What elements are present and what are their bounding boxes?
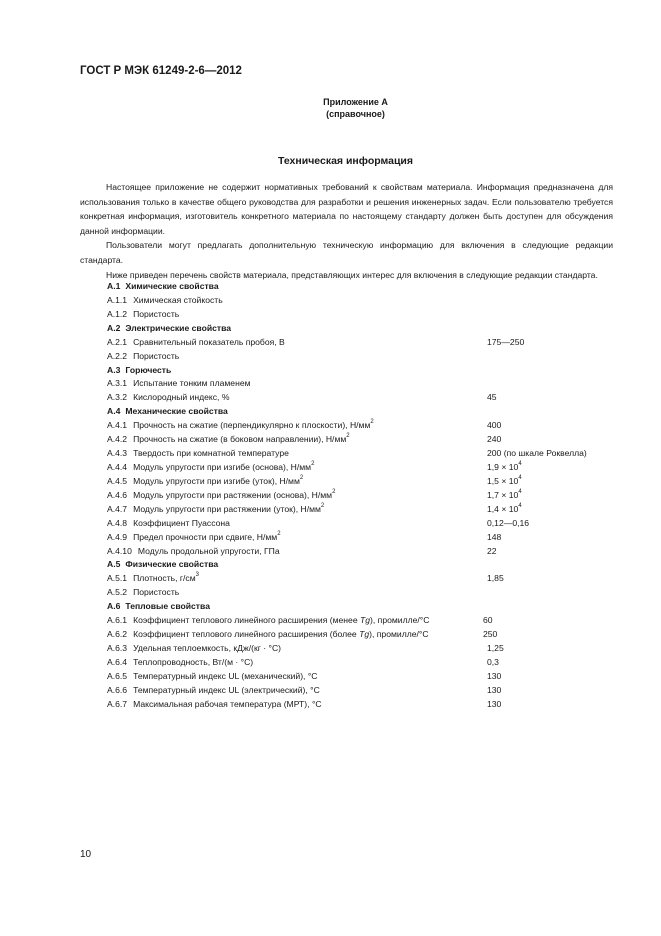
- item-number: А.4.1: [107, 420, 128, 431]
- item-number: А.4.7: [107, 503, 128, 514]
- item-label: [133, 490, 335, 500]
- item-number: А.5.2: [107, 587, 128, 598]
- item-label: [133, 629, 428, 639]
- item-label: [133, 392, 229, 402]
- item-number: А.4: [107, 406, 121, 417]
- label-text: ), промилле/°C: [369, 629, 429, 640]
- property-row: [107, 447, 627, 461]
- value-text: 130: [487, 684, 502, 695]
- section-heading: [107, 558, 627, 572]
- item-number: А.6.7: [107, 698, 128, 709]
- property-row: [107, 586, 627, 600]
- item-value: [487, 391, 497, 405]
- value-exponent: 4: [518, 460, 522, 467]
- item-label: [133, 434, 350, 444]
- label-text: Плотность, г/см: [133, 573, 196, 584]
- item-label: [133, 587, 179, 597]
- label-text: Предел прочности при сдвиге, Н/мм: [133, 531, 278, 542]
- value-exponent: 4: [518, 474, 522, 481]
- item-value: [487, 489, 522, 503]
- item-number: А.6.3: [107, 642, 128, 653]
- unit-exponent: 2: [277, 530, 281, 537]
- item-label: [138, 546, 280, 556]
- unit-exponent: 2: [332, 488, 336, 495]
- item-number: А.1.1: [107, 294, 128, 305]
- unit-exponent: 2: [311, 460, 315, 467]
- label-text: Твердость при комнатной температуре: [133, 448, 289, 459]
- item-label: [133, 685, 320, 695]
- property-row: [107, 419, 627, 433]
- value-text: 22: [487, 545, 497, 556]
- label-text: Электрические свойства: [125, 322, 232, 333]
- item-number: А.6.5: [107, 670, 128, 681]
- property-row: [107, 517, 627, 531]
- property-row: [107, 642, 627, 656]
- label-text: Модуль упругости при изгибе (уток), Н/мм: [133, 475, 300, 486]
- property-row: [107, 684, 627, 698]
- label-text: Модуль упругости при растяжении (уток), Н/мм: [133, 503, 321, 514]
- item-label: [133, 657, 253, 667]
- label-text: Тепловые свойства: [125, 601, 210, 612]
- label-italic: Tg: [359, 629, 370, 640]
- property-row: [107, 545, 627, 559]
- value-text: 60: [483, 615, 493, 626]
- paragraph: Ниже приведен перечень свойств материала, представляющих интерес для включения в следующие редакции стандарта.: [106, 269, 598, 280]
- value-text: 0,12—0,16: [487, 517, 530, 528]
- label-text: Химическая стойкость: [133, 294, 223, 305]
- section-heading: [107, 405, 627, 419]
- section-heading: [107, 322, 627, 336]
- value-text: 1,25: [487, 642, 504, 653]
- item-value: [487, 545, 497, 559]
- item-value: [487, 461, 522, 475]
- item-number: А.3: [107, 364, 121, 375]
- value-text: 240: [487, 434, 502, 445]
- label-text: Пористость: [133, 350, 180, 361]
- label-text: Максимальная рабочая температура (МРТ), °C: [133, 698, 322, 709]
- label-text: Модуль упругости при растяжении (основа), Н/мм: [133, 489, 333, 500]
- item-label: [133, 504, 324, 514]
- page-number: 10: [80, 849, 92, 860]
- item-number: А.1.2: [107, 308, 128, 319]
- label-text: Физические свойства: [125, 559, 219, 570]
- item-number: А.5.1: [107, 573, 128, 584]
- label-text: Температурный индекс UL (электрический), °C: [133, 684, 320, 695]
- label-text: Горючесть: [125, 364, 172, 375]
- item-label: [133, 378, 250, 388]
- item-number: А.1: [107, 281, 121, 291]
- label-text: Модуль продольной упругости, ГПа: [137, 545, 280, 556]
- property-row: [107, 308, 627, 322]
- property-row: [107, 475, 627, 489]
- property-row: [107, 531, 627, 545]
- item-number: А.3.1: [107, 378, 128, 389]
- item-number: А.4.4: [107, 461, 128, 472]
- property-row: [107, 614, 627, 628]
- value-text: 200 (по шкале Роквелла): [487, 448, 587, 459]
- label-italic: Tg: [360, 615, 371, 626]
- item-label: [133, 295, 223, 305]
- item-value: [487, 572, 504, 586]
- value-text: 45: [487, 392, 497, 403]
- label-text: Пористость: [133, 308, 180, 319]
- value-text: 400: [487, 420, 502, 431]
- item-number: А.4.2: [107, 434, 128, 445]
- property-row: [107, 377, 627, 391]
- item-number: А.4.3: [107, 448, 128, 459]
- annex-subtitle: (справочное): [326, 108, 385, 119]
- item-number: А.6.4: [107, 656, 128, 667]
- item-label: [133, 671, 317, 681]
- item-value: [487, 503, 522, 517]
- label-text: Теплопроводность, Вт/(м · °C): [133, 656, 254, 667]
- item-value: [487, 642, 504, 656]
- item-value: [487, 531, 501, 545]
- value-text: 148: [487, 531, 502, 542]
- property-row: [107, 503, 627, 517]
- paragraph: Настоящее приложение не содержит нормативных требований к свойствам материала. Информация предназначена для использования только в качестве общего руководства для разработки и решения инженерных задач. Если пользователю требуется конкретная информация, изготовитель конкретного материала по настоящему стандарту должен быть доступен для обсуждения данной информации.: [80, 182, 613, 236]
- section-heading: [107, 280, 627, 294]
- item-number: А.2: [107, 322, 121, 333]
- item-number: А.6.1: [107, 615, 128, 626]
- property-row: [107, 433, 627, 447]
- label-text: Механические свойства: [125, 406, 228, 417]
- item-value: [483, 614, 493, 628]
- item-label: [133, 309, 179, 319]
- property-row: [107, 628, 627, 642]
- value-exponent: 4: [518, 502, 522, 509]
- label-text: Пористость: [133, 587, 180, 598]
- item-label: [133, 615, 429, 625]
- value-text: 130: [487, 698, 502, 709]
- value-text: 130: [487, 670, 502, 681]
- item-number: А.3.2: [107, 392, 128, 403]
- item-label: [133, 518, 230, 528]
- item-label: [133, 573, 199, 583]
- item-value: [487, 517, 529, 531]
- value-text: 1,9 × 10: [487, 461, 519, 472]
- label-text: Прочность на сжатие (в боковом направлении), Н/мм: [133, 434, 347, 445]
- item-value: [487, 698, 501, 712]
- item-number: А.2.1: [107, 336, 128, 347]
- item-number: А.4.5: [107, 475, 128, 486]
- section-title: Техническая информация: [277, 155, 414, 167]
- annex-title: Приложение А: [323, 97, 388, 107]
- intro-text: [80, 180, 613, 282]
- item-value: [487, 433, 501, 447]
- item-value: [487, 684, 501, 698]
- label-text: Удельная теплоемкость, кДж/(кг · °C): [133, 642, 282, 653]
- item-label: [133, 643, 281, 653]
- unit-exponent: 2: [299, 474, 304, 481]
- label-text: Температурный индекс UL (механический), °C: [133, 670, 318, 681]
- item-value: [487, 419, 501, 433]
- label-text: Сравнительный показатель пробоя, В: [133, 336, 285, 347]
- property-row: [107, 670, 627, 684]
- item-number: А.6.6: [107, 684, 128, 695]
- item-value: [487, 475, 522, 489]
- property-row: [107, 489, 627, 503]
- value-text: 1,7 × 10: [487, 489, 519, 500]
- property-row: [107, 698, 627, 712]
- item-label: [125, 601, 210, 611]
- label-text: Испытание тонким пламенем: [133, 378, 251, 389]
- item-value: [483, 628, 497, 642]
- item-label: [125, 406, 227, 416]
- value-text: 1,85: [487, 573, 504, 584]
- label-text: Коэффициент теплового линейного расширения (более: [133, 629, 360, 640]
- item-label: [133, 337, 285, 347]
- item-label: [125, 323, 231, 333]
- label-text: Кислородный индекс, %: [133, 392, 230, 403]
- item-label: [133, 476, 303, 486]
- item-number: А.4.6: [107, 489, 128, 500]
- property-row: [107, 350, 627, 364]
- label-text: ), промилле/°C: [370, 615, 430, 626]
- section-heading: [107, 600, 627, 614]
- item-number: А.5: [107, 559, 121, 570]
- label-text: Модуль упругости при изгибе (основа), Н/мм: [133, 461, 312, 472]
- annex-heading: [0, 97, 661, 120]
- item-label: [125, 281, 218, 291]
- property-list: [107, 280, 627, 712]
- property-row: [107, 461, 627, 475]
- item-label: [125, 559, 218, 569]
- label-text: Прочность на сжатие (перпендикулярно к плоскости), Н/мм: [133, 420, 371, 431]
- item-number: А.4.9: [107, 531, 128, 542]
- paragraph: Пользователи могут предлагать дополнительную техническую информацию для включения в следующие редакции стандарта.: [80, 240, 613, 265]
- item-label: [133, 462, 314, 472]
- item-number: А.6.2: [107, 629, 128, 640]
- document-header: ГОСТ Р МЭК 61249-2-6—2012: [80, 65, 242, 77]
- item-label: [133, 448, 289, 458]
- item-label: [133, 699, 322, 709]
- item-value: [487, 670, 501, 684]
- value-text: 1,4 × 10: [487, 503, 519, 514]
- item-value: [487, 656, 499, 670]
- label-text: Коэффициент теплового линейного расширения (менее: [133, 615, 361, 626]
- property-row: [107, 294, 627, 308]
- value-text: 0,3: [487, 656, 499, 667]
- label-text: Химические свойства: [125, 281, 219, 291]
- item-label: [125, 365, 171, 375]
- item-label: [133, 532, 280, 542]
- item-number: А.6: [107, 601, 121, 612]
- unit-exponent: 3: [195, 572, 199, 579]
- property-row: [107, 391, 627, 405]
- value-exponent: 4: [518, 488, 522, 495]
- item-number: А.4.8: [107, 517, 128, 528]
- section-heading: [107, 364, 627, 378]
- label-text: Коэффициент Пуассона: [133, 517, 230, 528]
- unit-exponent: 2: [370, 419, 374, 426]
- property-row: [107, 572, 627, 586]
- item-label: [133, 351, 179, 361]
- item-value: [487, 336, 524, 350]
- value-text: 1,5 × 10: [487, 475, 519, 486]
- property-row: [107, 656, 627, 670]
- unit-exponent: 2: [320, 502, 325, 509]
- unit-exponent: 2: [346, 433, 350, 440]
- property-row: [107, 336, 627, 350]
- value-text: 175—250: [487, 336, 525, 347]
- item-label: [133, 420, 374, 430]
- item-number: А.4.10: [107, 545, 132, 556]
- value-text: 250: [483, 629, 498, 640]
- item-number: А.2.2: [107, 350, 128, 361]
- item-value: [487, 447, 587, 461]
